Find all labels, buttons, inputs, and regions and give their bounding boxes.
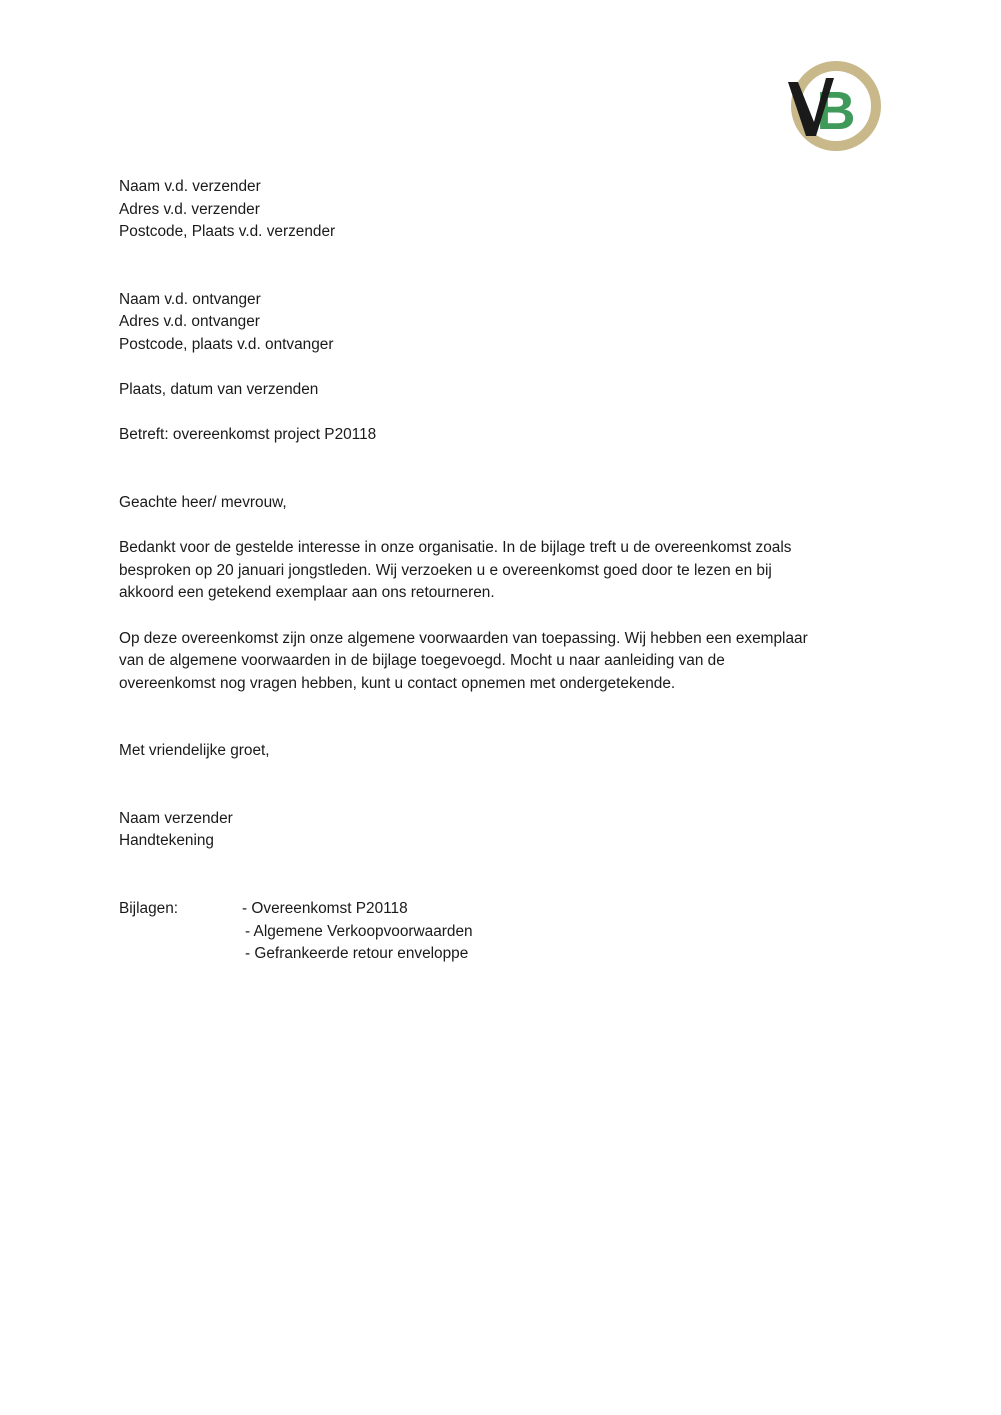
attachments-list	[242, 898, 473, 966]
salutation: Geachte heer/ mevrouw,	[119, 493, 287, 511]
paragraph-line: Bedankt voor de gestelde interesse in onze organisatie. In de bijlage treft u de overeenkomst zoals	[119, 539, 792, 557]
attachment-item: - Overeenkomst P20118	[242, 900, 408, 918]
recipient-name: Naam v.d. ontvanger	[119, 290, 261, 308]
paragraph-line: besproken op 20 januari jongstleden. Wij verzoeken u e overeenkomst goed door te lezen en bij	[119, 561, 772, 579]
paragraph-line: Op deze overeenkomst zijn onze algemene voorwaarden van toepassing. Wij hebben een exemplaar	[119, 629, 808, 647]
sender-street: Adres v.d. verzender	[119, 200, 260, 218]
signer-name: Naam verzender	[119, 809, 233, 827]
paragraph-2	[119, 628, 889, 696]
logo-letter-b: B	[816, 81, 856, 141]
sender-address	[119, 176, 889, 244]
sender-name: Naam v.d. verzender	[119, 178, 261, 195]
subject-line: Betreft: overeenkomst project P20118	[119, 426, 377, 444]
closing: Met vriendelijke groet,	[119, 742, 270, 760]
place-date: Plaats, datum van verzenden	[119, 381, 319, 399]
attachment-item: - Algemene Verkoopvoorwaarden	[245, 922, 473, 940]
letter-body	[119, 176, 889, 966]
signature-block	[119, 808, 889, 853]
attachments	[119, 898, 889, 966]
paragraph-1	[119, 537, 889, 605]
sender-city: Postcode, Plaats v.d. verzender	[119, 223, 336, 241]
recipient-street: Adres v.d. ontvanger	[119, 313, 260, 331]
attachments-label: Bijlagen:	[119, 900, 179, 918]
paragraph-line: akkoord een getekend exemplaar aan ons retourneren.	[119, 584, 495, 602]
paragraph-line: van de algemene voorwaarden in de bijlage toegevoegd. Mocht u naar aanleiding van de	[119, 652, 725, 670]
recipient-city: Postcode, plaats v.d. ontvanger	[119, 335, 334, 353]
attachment-item: - Gefrankeerde retour enveloppe	[245, 945, 469, 963]
recipient-address	[119, 289, 889, 357]
signature-label: Handtekening	[119, 832, 214, 850]
company-logo	[786, 60, 882, 152]
paragraph-line: overeenkomst nog vragen hebben, kunt u contact opnemen met ondergetekende.	[119, 674, 676, 692]
